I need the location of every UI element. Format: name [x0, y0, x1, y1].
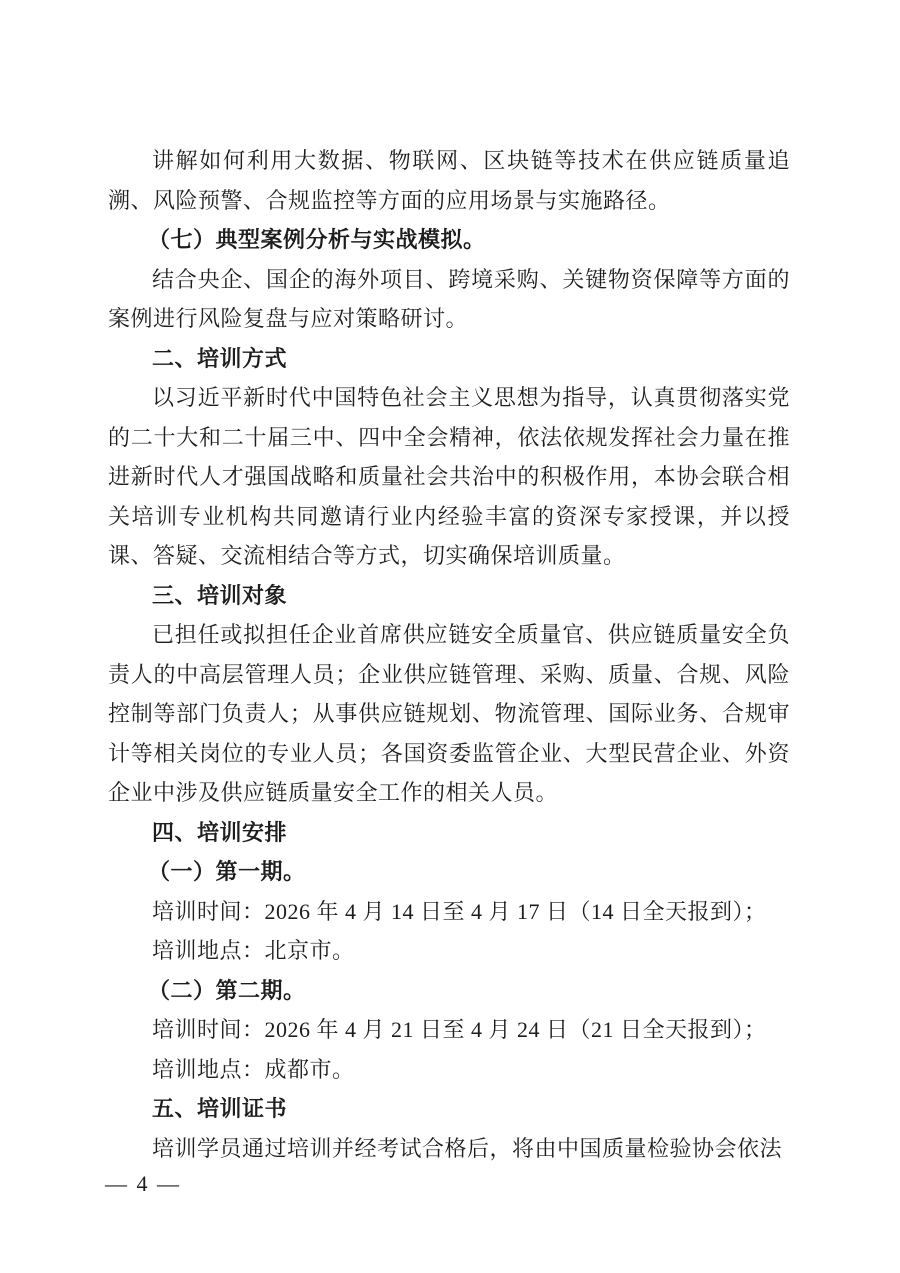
detail-session1-location: 培训地点：北京市。 — [152, 938, 355, 963]
page-number: — 4 — — [105, 1171, 181, 1196]
paragraph-tech-scenarios: 讲解如何利用大数据、物联网、区块链等技术在供应链质量追溯、风险预警、合规监控等方面的应用场景与实施路径。 — [108, 148, 790, 213]
heading-training-certificate: 五、培训证书 — [152, 1096, 288, 1121]
document-body — [108, 141, 790, 1168]
heading-training-schedule: 四、培训安排 — [152, 819, 288, 845]
paragraph-training-method: 以习近平新时代中国特色社会主义思想为指导，认真贯彻落实党的二十大和二十届三中、四中全会精神，依法依规发挥社会力量在推进新时代人才强国战略和质量社会共治中的积极作用，本协会联合相关培训专业机构共同邀请行业内经验丰富的资深专家授课，并以授课、答疑、交流相结合等方式，切实确保培训质量。 — [108, 385, 790, 568]
paragraph-certificate-intro: 培训学员通过培训并经考试合格后，将由中国质量检验协会依法 — [152, 1135, 783, 1161]
subheading-session-1: （一）第一期。 — [148, 859, 306, 884]
subheading-session-2: （二）第二期。 — [148, 977, 306, 1003]
subheading-case-simulation: （七）典型案例分析与实战模拟。 — [148, 227, 486, 252]
paragraph-training-audience: 已担任或拟担任企业首席供应链安全质量官、供应链质量安全负责人的中高层管理人员；企业供应链管理、采购、质量、合规、风险控制等部门负责人；从事供应链规划、物流管理、国际业务、合规审计等相关岗位的专业人员；各国资委监管企业、大型民营企业、外资企业中涉及供应链质量安全工作的相关人员。 — [108, 622, 790, 805]
detail-session1-time: 培训时间：2026 年 4 月 14 日至 4 月 17 日（14 日全天报到）； — [152, 898, 767, 924]
detail-session2-location: 培训地点：成都市。 — [152, 1056, 355, 1082]
heading-training-audience: 三、培训对象 — [152, 582, 288, 608]
paragraph-case-review: 结合央企、国企的海外项目、跨境采购、关键物资保障等方面的案例进行风险复盘与应对策略研讨。 — [108, 266, 790, 331]
detail-session2-time: 培训时间：2026 年 4 月 21 日至 4 月 24 日（21 日全天报到）； — [152, 1017, 767, 1042]
heading-training-method: 二、培训方式 — [152, 345, 288, 371]
